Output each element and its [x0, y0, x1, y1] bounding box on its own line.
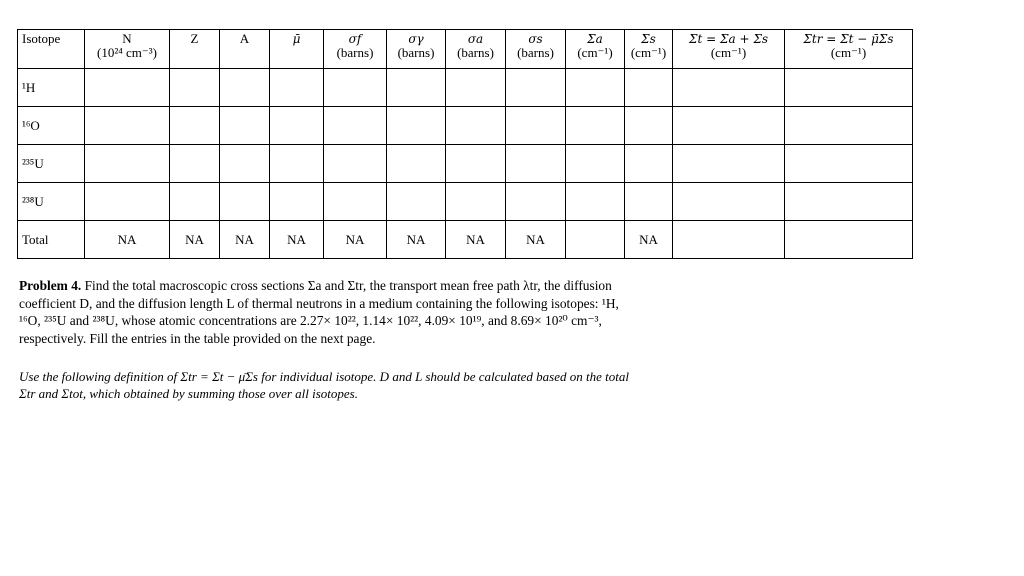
table-cell: [506, 107, 566, 145]
table-cell: NA: [220, 221, 270, 259]
isotope-table: [17, 29, 913, 259]
table-cell: [566, 107, 625, 145]
table-cell: [625, 107, 673, 145]
table-cell: [446, 69, 506, 107]
table-cell: NA: [446, 221, 506, 259]
table-cell: [673, 69, 785, 107]
row-label: ²³⁵U: [18, 145, 85, 183]
header-sigma-f: σf (barns): [324, 30, 387, 69]
table-row: [18, 145, 913, 183]
table-cell: [785, 107, 913, 145]
table-cell: [785, 221, 913, 259]
row-label: ¹⁶O: [18, 107, 85, 145]
table-cell: [506, 183, 566, 221]
table-cell: [270, 107, 324, 145]
header-macro-sigma-tr: Σtr = Σt − μ̄Σs (cm⁻¹): [785, 30, 913, 69]
table-cell: [220, 107, 270, 145]
table-cell: [446, 107, 506, 145]
table-cell: [85, 183, 170, 221]
table-cell: NA: [387, 221, 446, 259]
header-isotope: Isotope: [18, 30, 85, 69]
table-cell: [506, 145, 566, 183]
table-cell: NA: [85, 221, 170, 259]
header-z: Z: [170, 30, 220, 69]
table-cell: [270, 69, 324, 107]
table-cell: NA: [270, 221, 324, 259]
table-cell: [324, 145, 387, 183]
table-cell: [85, 107, 170, 145]
table-cell: NA: [625, 221, 673, 259]
header-macro-sigma-s: Σs (cm⁻¹): [625, 30, 673, 69]
table-cell: [506, 69, 566, 107]
table-cell: [270, 145, 324, 183]
table-cell: [220, 183, 270, 221]
table-cell: [566, 69, 625, 107]
header-a: A: [220, 30, 270, 69]
table-cell: [785, 145, 913, 183]
table-cell: [220, 145, 270, 183]
table-cell: [446, 145, 506, 183]
table-cell: [170, 183, 220, 221]
table-cell: [220, 69, 270, 107]
definition-note: Use the following definition of Σtr = Σt − μ̄Σs for individual isotope. D and L should be calculated based on the total Σtr and Σtot, which obtained by summing those over all isotopes.: [19, 369, 629, 401]
table-cell: [387, 107, 446, 145]
table-cell: [566, 221, 625, 259]
problem-text: Find the total macroscopic cross sections Σa and Σtr, the transport mean free path λtr, the diffusion coefficient D, and the diffusion length L of thermal neutrons in a medium containing the following isotopes: ¹H, ¹⁶O, ²³⁵U and ²³⁸U, whose atomic concentrations are 2.27× 10²², 1.14× 10²², 4.09× 10¹⁹, and 8.69× 10²⁰ cm⁻³, respectively. Fill the entries in the table provided on the next page.: [19, 278, 619, 346]
table-cell: [625, 145, 673, 183]
table-row: [18, 107, 913, 145]
header-row: [18, 30, 913, 69]
table-cell: [566, 145, 625, 183]
table-cell: NA: [324, 221, 387, 259]
table-cell: [387, 145, 446, 183]
table-cell: [566, 183, 625, 221]
row-label: ¹H: [18, 69, 85, 107]
table-row: [18, 183, 913, 221]
table-cell: [270, 183, 324, 221]
table-cell: [324, 183, 387, 221]
table-cell: [673, 145, 785, 183]
table-cell: [387, 183, 446, 221]
table-cell: [625, 183, 673, 221]
header-n: N (10²⁴ cm⁻³): [85, 30, 170, 69]
table-cell: [170, 69, 220, 107]
table-cell: [673, 107, 785, 145]
table-cell: [446, 183, 506, 221]
problem-statement: [19, 277, 639, 347]
row-label: ²³⁸U: [18, 183, 85, 221]
table-cell: [387, 69, 446, 107]
table-row: [18, 221, 913, 259]
table-cell: NA: [170, 221, 220, 259]
table-cell: NA: [506, 221, 566, 259]
header-macro-sigma-t: Σt = Σa + Σs (cm⁻¹): [673, 30, 785, 69]
table-cell: [785, 69, 913, 107]
header-macro-sigma-a: Σa (cm⁻¹): [566, 30, 625, 69]
table-cell: [170, 145, 220, 183]
row-label: Total: [18, 221, 85, 259]
table-cell: [673, 183, 785, 221]
table-cell: [85, 69, 170, 107]
header-sigma-gamma: σγ (barns): [387, 30, 446, 69]
table-cell: [785, 183, 913, 221]
table-cell: [625, 69, 673, 107]
table-row: [18, 69, 913, 107]
header-mu-bar: μ̄: [270, 30, 324, 69]
table-cell: [324, 69, 387, 107]
header-sigma-s: σs (barns): [506, 30, 566, 69]
header-sigma-a: σa (barns): [446, 30, 506, 69]
table-cell: [170, 107, 220, 145]
table-cell: [673, 221, 785, 259]
problem-label: Problem 4.: [19, 278, 82, 293]
table-cell: [85, 145, 170, 183]
table-cell: [324, 107, 387, 145]
